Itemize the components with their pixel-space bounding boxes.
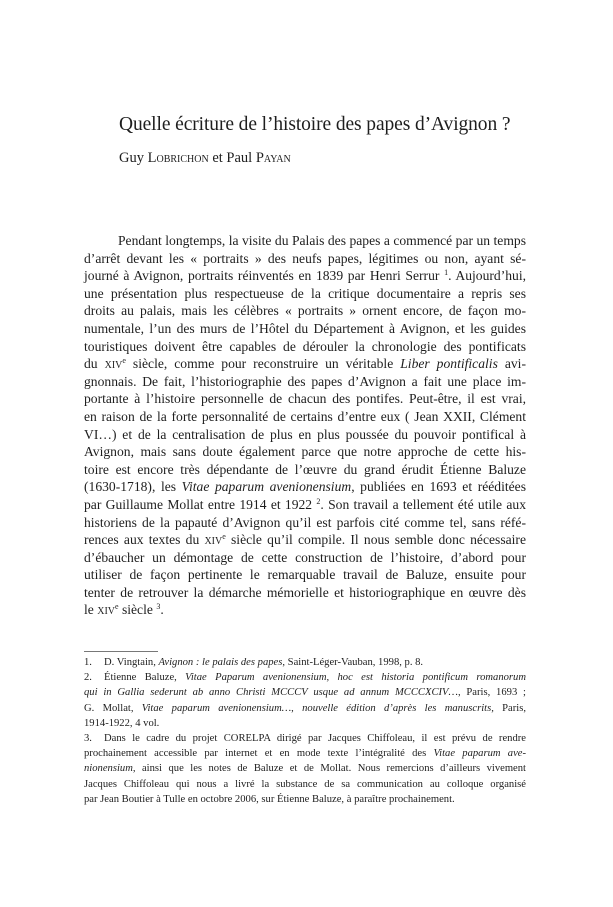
body-line: (1630-1718), les Vitae paparum avenionensium, publiées en 1693 et rééditées [84, 479, 527, 495]
body-line: VI…) et de la centralisation de plus en plus poussée du pouvoir pontifical à [84, 426, 526, 442]
body-line: numentale, l’un des murs de l’Hôtel du Département à Avignon, et les guides [84, 320, 526, 336]
vitae-title: Vitae paparum avenionensium [181, 479, 352, 495]
body-line: utiliser de façon pertinente le remarquable travail de Baluze, ensuite pour [84, 567, 526, 583]
body-line: une présentation plus respectueuse de la critique documentaire a repris ses [84, 285, 526, 301]
author2-last-name: Payan [255, 150, 291, 166]
body-line: journé à Avignon, portraits réinventés en 1839 par Henri Serrur $^1$. Aujourd’hui, [84, 268, 526, 284]
footnote-1: 1. D. Vingtain, Avignon : le palais des papes, Saint-Léger-Vauban, 1998, p. 8. [84, 657, 424, 668]
liber-pontificalis: Liber pontificalis [400, 356, 498, 372]
footnote-3: 3. Dans le cadre du projet CORELPA dirigé par Jacques Chiffoleau, il est prévu de rendre [84, 732, 526, 744]
footnote-ref-2[interactable]: 2 [316, 496, 321, 506]
author2-first-name: Paul [226, 150, 253, 166]
body-line: touristiques doivent être capables de dérouler la chronologie des pontificats [84, 338, 526, 354]
body-line: d’arrêt devant les « portraits » des neufs papes, légitimes ou non, ayant sé- [84, 250, 526, 266]
body-line: d’ébaucher un démontage de cette construction de l’histoire, d’abord pour [84, 549, 526, 565]
footnote-3-cont: par Jean Boutier à Tulle en octobre 2006, sur Étienne Baluze, à paraître prochainement. [84, 793, 455, 805]
body-line: le xiv$^e$ siècle $^3$. [84, 602, 164, 618]
body-line: Avignon, mais sans doute également parce que notre approche de cette his- [84, 444, 526, 460]
author1-last-name: Lobrichon [147, 150, 209, 166]
body-line: tenter de retrouver la démarche mémorielle et historiographique en œuvre dès [84, 584, 526, 600]
footnotes [84, 655, 526, 807]
body-line: rences aux textes du xiv$^e$ siècle qu’il compile. Il nous semble donc nécessaire [84, 532, 526, 548]
body-line: portante à l’histoire personnelle de chacun des pontifes. Peut-être, il est vrai, [84, 391, 526, 407]
article-authors [119, 150, 291, 167]
body-line: Pendant longtemps, la visite du Palais des papes a commencé par un temps [118, 233, 526, 248]
body-paragraph [84, 232, 526, 619]
body-line: en raison de la forte personnalité de certains d’entre eux ( Jean XXII, Clément [84, 408, 526, 424]
footnote-3-cont: prochainement accessible par internet et en mode texte l’intégralité des Vitae paparum ave- [84, 748, 527, 760]
footnote-3-cont: Jacques Chiffoleau qui nous a livré la substance de sa communication au colloque organisé [84, 778, 526, 790]
footnote-2-cont: qui in Gallia sederunt ab anno Christi MCCCV usque ad annum MCCCXCIV…, Paris, 1693 ; [84, 687, 526, 699]
authors-conjunction: et [212, 150, 223, 166]
body-line: droits au palais, mais les célèbres « portraits » ornent encore, de façon mo- [84, 303, 526, 319]
footnote-2-cont: 1914-1922, 4 vol. [84, 717, 160, 729]
footnote-2-cont: G. Mollat, Vitae paparum avenionensium…, nouvelle édition d’après les manuscrits, Paris, [84, 702, 526, 714]
footnote-ref-1[interactable]: 1 [444, 268, 449, 278]
footnote-3-cont: nionensium, ainsi que les notes de Baluze et de Mollat. Nous remercions d’ailleurs vivement [84, 763, 526, 775]
footnote-ref-3[interactable]: 3 [156, 602, 161, 612]
body-line: du xiv$^e$ siècle, comme pour reconstruire un véritable Liber pontificalis avi- [84, 356, 526, 372]
body-line: historiens de la papauté d’Avignon qu’il est parfois cité comme tel, sans réfé- [84, 514, 526, 530]
author1-first-name: Guy [119, 150, 144, 166]
article-title: Quelle écriture de l’histoire des papes d’Avignon ? [119, 114, 511, 135]
footnote-2: 2. Étienne Baluze, Vitae Paparum avenionensium, hoc est historia pontificum romanorum [84, 672, 526, 684]
body-line: par Guillaume Mollat entre 1914 et 1922 $^2$. Son travail a tellement été utile aux [84, 496, 526, 512]
body-line: gnonnais. De fait, l’historiographie des papes d’Avignon a fait une place im- [84, 373, 526, 389]
body-line: toire est encore très dépendante de l’œuvre du grand érudit Étienne Baluze [84, 461, 526, 477]
footnote-separator [84, 651, 158, 652]
